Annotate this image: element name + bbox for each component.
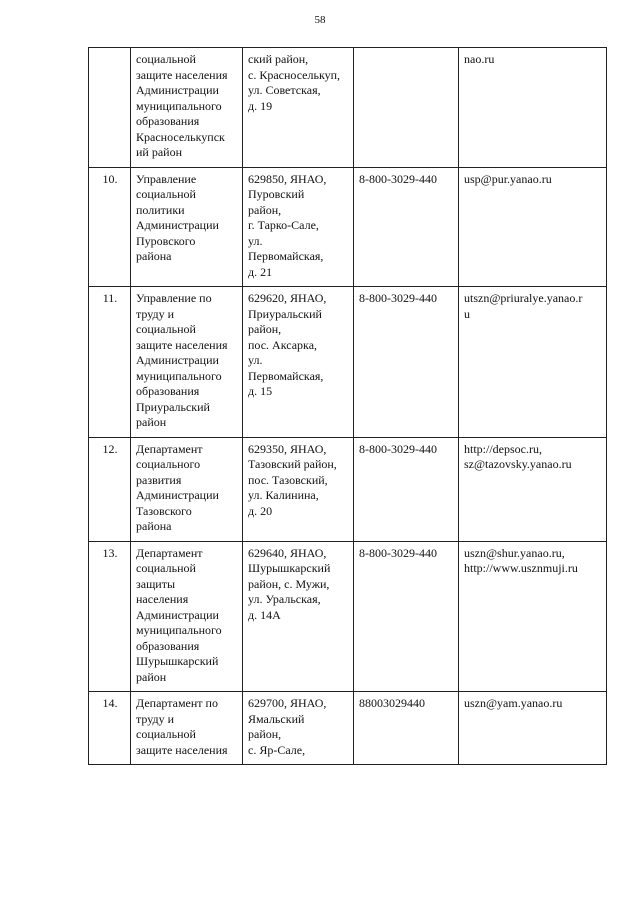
phone-line: 8-800-3029-440 — [359, 441, 437, 456]
organization-name-line: Департамент по — [136, 696, 218, 710]
row-number: 12. — [102, 441, 118, 456]
email-line[interactable]: nao.ru — [464, 52, 495, 66]
phone-cell — [354, 167, 459, 287]
email-line[interactable]: utszn@priuralye.yanao.r — [464, 291, 583, 305]
address-line: Шурышкарский — [248, 561, 331, 575]
row-number-cell — [89, 692, 131, 765]
address-line: Первомайская, — [248, 249, 324, 263]
address-line: с. Яр-Сале, — [248, 742, 306, 757]
address-line: Приуральский — [248, 306, 322, 321]
email-line[interactable]: usp@pur.yanao.ru — [464, 171, 552, 186]
organization-name-line: Приуральский — [136, 399, 210, 414]
row-number: 13. — [102, 545, 118, 560]
address-line: Ямальский — [248, 711, 305, 726]
organization-name-line: Департамент — [136, 441, 203, 456]
organization-name-line: района — [136, 519, 172, 533]
row-number-cell — [89, 287, 131, 438]
email-cell — [459, 541, 607, 692]
organization-name-line: район — [136, 669, 167, 684]
address-line: ул. — [248, 233, 263, 248]
email-cell — [459, 287, 607, 438]
organization-name-line: Администрации — [136, 218, 219, 232]
table-row — [89, 287, 607, 438]
organization-name-cell — [131, 167, 243, 287]
organization-name-line: Управление — [136, 171, 197, 186]
email-cell — [459, 692, 607, 765]
table-row — [89, 167, 607, 287]
address-line: Пуровский — [248, 187, 305, 201]
row-number-cell — [89, 48, 131, 168]
address-line: ул. — [248, 353, 263, 367]
email-cell — [459, 167, 607, 287]
organization-name-line: Пуровского — [136, 233, 196, 248]
address-cell — [243, 437, 354, 541]
row-number: 14. — [102, 696, 118, 710]
address-line: ул. Калинина, — [248, 488, 319, 502]
table-row — [89, 48, 607, 168]
organization-name-line: ий район — [136, 145, 183, 159]
phone-line: 88003029440 — [359, 696, 425, 710]
table-row — [89, 437, 607, 541]
address-line: ул. Уральская, — [248, 592, 321, 606]
address-line: 629640, ЯНАО, — [248, 545, 327, 560]
address-line: район, — [248, 322, 282, 336]
organization-name-line: защите населения — [136, 337, 228, 352]
address-line: 629620, ЯНАО, — [248, 291, 327, 305]
address-line: д. 14А — [248, 607, 281, 622]
organization-name-cell — [131, 541, 243, 692]
address-cell — [243, 541, 354, 692]
address-line: 629700, ЯНАО, — [248, 696, 327, 710]
email-line[interactable]: http://depsoc.ru, — [464, 441, 542, 456]
organization-name-line: социальной — [136, 52, 196, 66]
address-line: д. 15 — [248, 384, 273, 398]
phone-line: 8-800-3029-440 — [359, 545, 437, 560]
phone-line: 8-800-3029-440 — [359, 171, 437, 186]
organization-name-line: Администрации — [136, 488, 219, 502]
organization-name-cell — [131, 437, 243, 541]
organization-name-line: политики — [136, 202, 185, 217]
organization-name-line: района — [136, 249, 172, 263]
organization-name-line: защите населения — [136, 742, 228, 757]
address-line: д. 20 — [248, 503, 273, 518]
address-cell — [243, 692, 354, 765]
phone-line: 8-800-3029-440 — [359, 291, 437, 305]
phone-cell — [354, 287, 459, 438]
address-line: район, — [248, 727, 282, 741]
organization-name-line: муниципального — [136, 623, 222, 637]
organization-name-line: Управление по — [136, 291, 212, 305]
organization-name-line: социальной — [136, 561, 196, 575]
address-line: 629850, ЯНАО, — [248, 171, 327, 186]
row-number-cell — [89, 167, 131, 287]
organization-name-line: труду и — [136, 711, 175, 726]
address-line: 629350, ЯНАО, — [248, 441, 327, 456]
address-cell — [243, 167, 354, 287]
email-line[interactable]: http://www.usznmuji.ru — [464, 561, 578, 575]
address-line: Первомайская, — [248, 368, 324, 383]
organization-name-line: образования — [136, 384, 200, 398]
email-line[interactable]: sz@tazovsky.yanao.ru — [464, 457, 572, 471]
organization-name-line: населения — [136, 592, 189, 606]
row-number-cell — [89, 541, 131, 692]
organization-name-line: муниципального — [136, 368, 222, 383]
address-line: пос. Аксарка, — [248, 337, 318, 352]
address-line: ул. Советская, — [248, 83, 321, 97]
row-number: 10. — [102, 171, 118, 186]
address-line: г. Тарко-Сале, — [248, 218, 319, 232]
address-line: д. 21 — [248, 264, 273, 279]
organization-name-line: социальной — [136, 727, 196, 741]
organization-name-line: Тазовского — [136, 503, 192, 518]
address-cell — [243, 287, 354, 438]
organization-name-line: район — [136, 415, 167, 429]
organization-name-line: социального — [136, 457, 201, 471]
address-cell — [243, 48, 354, 168]
organization-name-line: Департамент — [136, 545, 203, 560]
address-line: район, с. Мужи, — [248, 576, 330, 591]
row-number: 11. — [102, 291, 118, 305]
email-line[interactable]: u — [464, 306, 470, 321]
address-line: район, — [248, 202, 282, 217]
organization-name-line: защиты — [136, 576, 176, 591]
organization-name-line: Администрации — [136, 83, 219, 97]
address-line: с. Красноселькуп, — [248, 67, 341, 82]
organization-name-line: социальной — [136, 187, 196, 201]
organization-name-line: развития — [136, 472, 182, 487]
organization-name-line: труду и — [136, 306, 175, 321]
organization-name-line: образования — [136, 638, 200, 653]
organization-name-line: Шурышкарский — [136, 654, 219, 668]
organization-name-line: образования — [136, 114, 200, 128]
organization-name-line: защите населения — [136, 67, 228, 82]
row-number-cell — [89, 437, 131, 541]
address-line: ский район, — [248, 52, 309, 66]
email-cell — [459, 48, 607, 168]
table-body — [89, 48, 607, 765]
email-cell — [459, 437, 607, 541]
organization-name-line: Администрации — [136, 353, 219, 367]
page-number: 58 — [314, 14, 326, 26]
table-row — [89, 541, 607, 692]
address-line: д. 19 — [248, 98, 273, 113]
email-line[interactable]: uszn@yam.yanao.ru — [464, 696, 563, 710]
organization-name-line: социальной — [136, 322, 196, 336]
address-line: Тазовский район, — [248, 457, 337, 471]
phone-cell — [354, 48, 459, 168]
address-line: пос. Тазовский, — [248, 472, 328, 487]
organization-name-cell — [131, 692, 243, 765]
phone-cell — [354, 437, 459, 541]
phone-cell — [354, 692, 459, 765]
organization-name-cell — [131, 48, 243, 168]
contacts-table — [88, 47, 607, 765]
organization-name-line: Администрации — [136, 607, 219, 622]
organization-name-line: муниципального — [136, 98, 222, 113]
table-row — [89, 692, 607, 765]
phone-cell — [354, 541, 459, 692]
email-line[interactable]: uszn@shur.yanao.ru, — [464, 545, 565, 560]
organization-name-cell — [131, 287, 243, 438]
organization-name-line: Красноселькупск — [136, 129, 225, 144]
